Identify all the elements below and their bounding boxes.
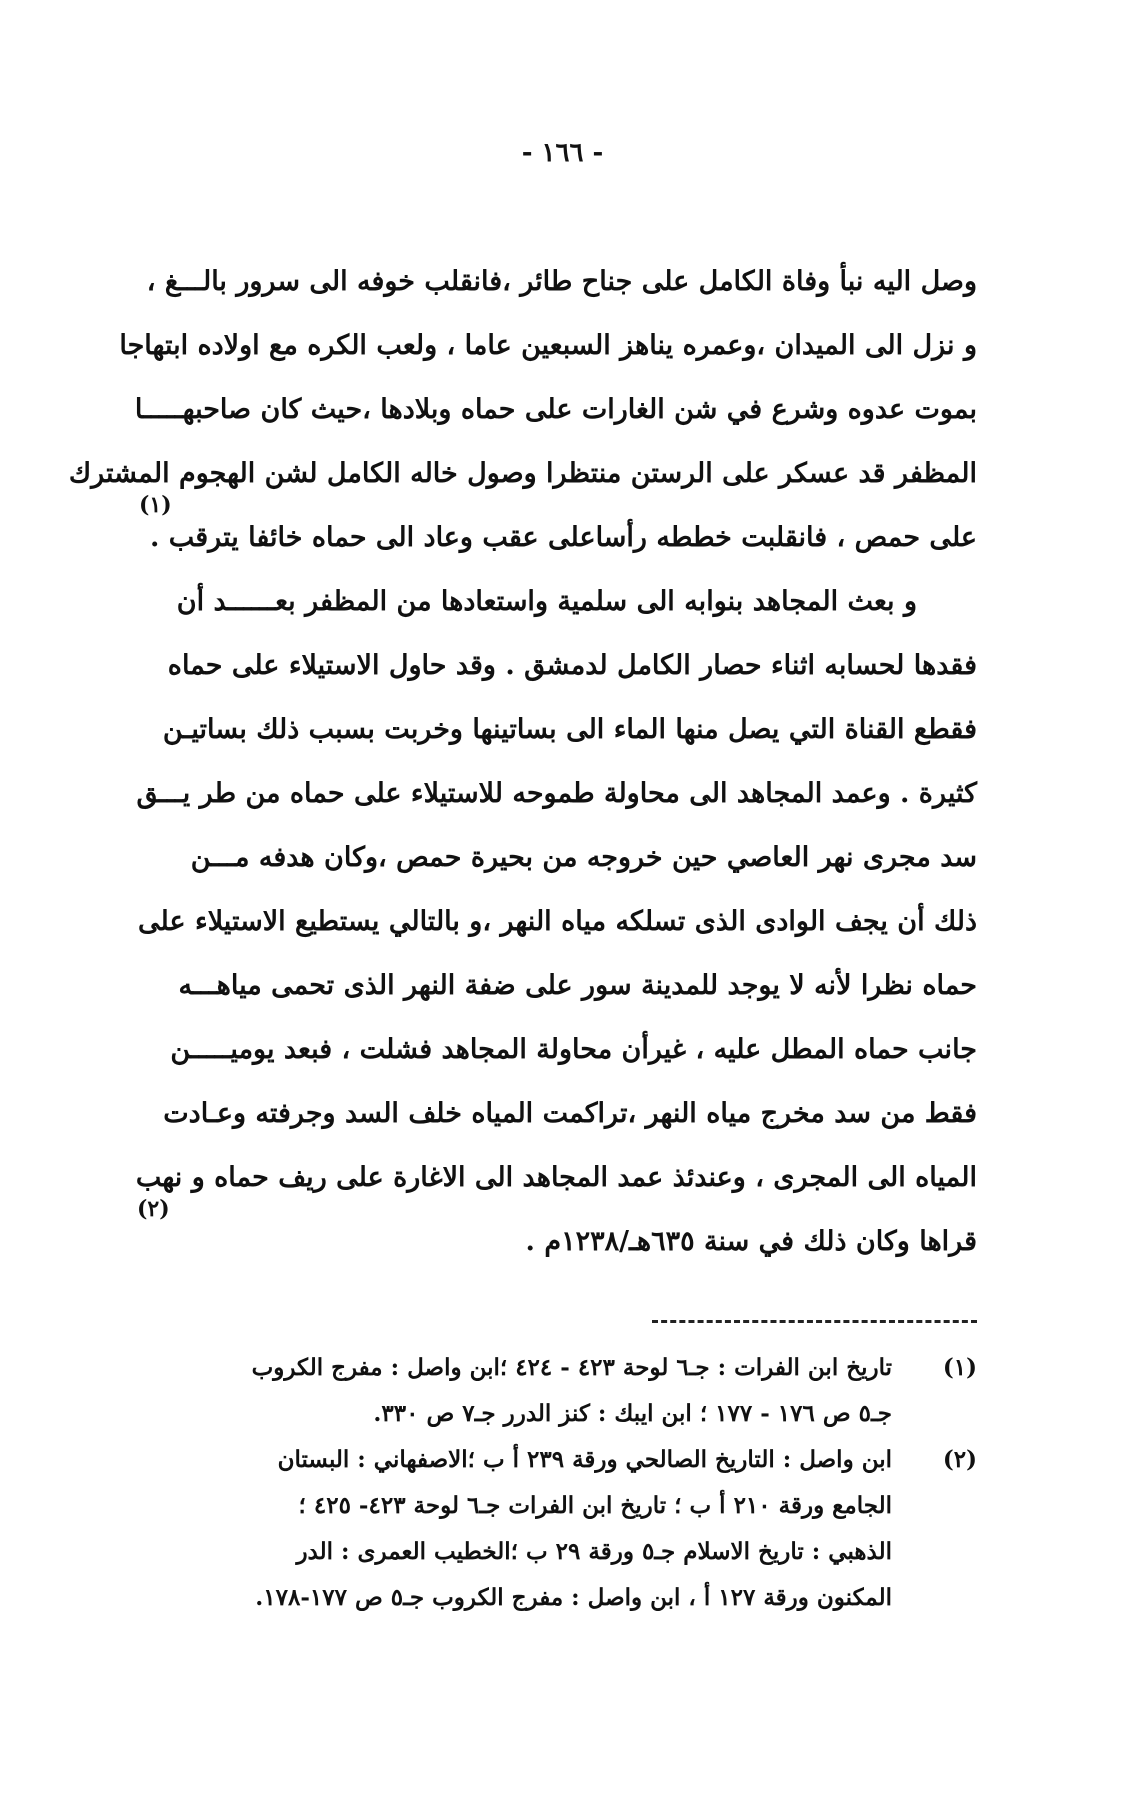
footnote-line: الجامع ورقة ٢١٠ أ ب ؛ تاريخ ابن الفرات جـ٦ لوحة ٤٢٣- ٤٢٥ ؛ [298, 1492, 892, 1519]
text-line: و نزل الى الميدان ،وعمره يناهز السبعين عاما ، ولعب الكره مع اولاده ابتهاجا [119, 330, 977, 361]
text-line: جانب حماه المطل عليه ، غيرأن محاولة المجاهد فشلت ، فبعد يوميـــــن [170, 1034, 977, 1065]
footnotes [147, 1345, 977, 1621]
text-line: سد مجرى نهر العاصي حين خروجه من بحيرة حمص ،وكان هدفه مـــن [190, 842, 977, 873]
text-line: وصل اليه نبأ وفاة الكامل على جناح طائر ،فانقلب خوفه الى سرور بالـــغ ، [146, 266, 977, 297]
footnote-line: جـ٥ ص ١٧٦ - ١٧٧ ؛ ابن ايبك : كنز الدرر جـ٧ ص ٣٣٠. [373, 1400, 892, 1427]
footnote-separator [652, 1320, 977, 1323]
footnote-line: المكنون ورقة ١٢٧ أ ، ابن واصل : مفرج الكروب جـ٥ ص ١٧٧-١٧٨. [255, 1584, 892, 1611]
text-line: على حمص ، فانقلبت خططه رأساعلى عقب وعاد الى حماه خائفا يترقب . [149, 522, 977, 553]
footnote-number: (١) [942, 1354, 977, 1381]
text-line: ذلك أن يجف الوادى الذى تسلكه مياه النهر ،و بالتالي يستطيع الاستيلاء على [138, 906, 977, 937]
text-line: فقدها لحسابه اثناء حصار الكامل لدمشق . وقد حاول الاستيلاء على حماه [167, 650, 977, 681]
text-line: حماه نظرا لأنه لا يوجد للمدينة سور على ضفة النهر الذى تحمى مياهـــه [178, 970, 977, 1001]
footnote-marker-1: (١) [139, 492, 172, 518]
footnote-line: الذهبي : تاريخ الاسلام جـ٥ ورقة ٢٩ ب ؛الخطيب العمرى : الدر [296, 1538, 892, 1565]
text-line: المياه الى المجرى ، وعندئذ عمد المجاهد الى الاغارة على ريف حماه و نهب [135, 1162, 977, 1193]
body-text [68, 250, 977, 1274]
footnote-line: تاريخ ابن الفرات : جـ٦ لوحة ٤٢٣ - ٤٢٤ ؛ابن واصل : مفرج الكروب [251, 1354, 892, 1381]
footnote-marker-2: (٢) [137, 1196, 170, 1222]
footnote-line: ابن واصل : التاريخ الصالحي ورقة ٢٣٩ أ ب ؛الاصفهاني : البستان [277, 1446, 892, 1473]
text-line: و بعث المجاهد بنوابه الى سلمية واستعادها من المظفر بعــــــد أن [176, 586, 917, 617]
text-line: قراها وكان ذلك في سنة ٦٣٥هـ/١٢٣٨م . [525, 1226, 977, 1257]
text-line-with-footnote [139, 492, 977, 570]
page-number: - ١٦٦ - [521, 138, 604, 168]
text-line: فقط من سد مخرج مياه النهر ،تراكمت المياه خلف السد وجرفته وعـادت [163, 1098, 977, 1129]
text-line: المظفر قد عسكر على الرستن منتظرا وصول خاله الكامل لشن الهجوم المشترك [68, 458, 977, 489]
text-line: بموت عدوه وشرع في شن الغارات على حماه وبلادها ،حيث كان صاحبهـــــا [134, 394, 977, 425]
text-line: فقطع القناة التي يصل منها الماء الى بساتينها وخربت بسبب ذلك بساتيـن [162, 714, 977, 745]
footnote-number: (٢) [942, 1446, 977, 1473]
text-line: كثيرة . وعمد المجاهد الى محاولة طموحه للاستيلاء على حماه من طر يـــق [136, 778, 977, 809]
footnote-1 [147, 1345, 977, 1437]
footnote-2 [147, 1437, 977, 1621]
text-line-with-footnote [137, 1196, 977, 1274]
